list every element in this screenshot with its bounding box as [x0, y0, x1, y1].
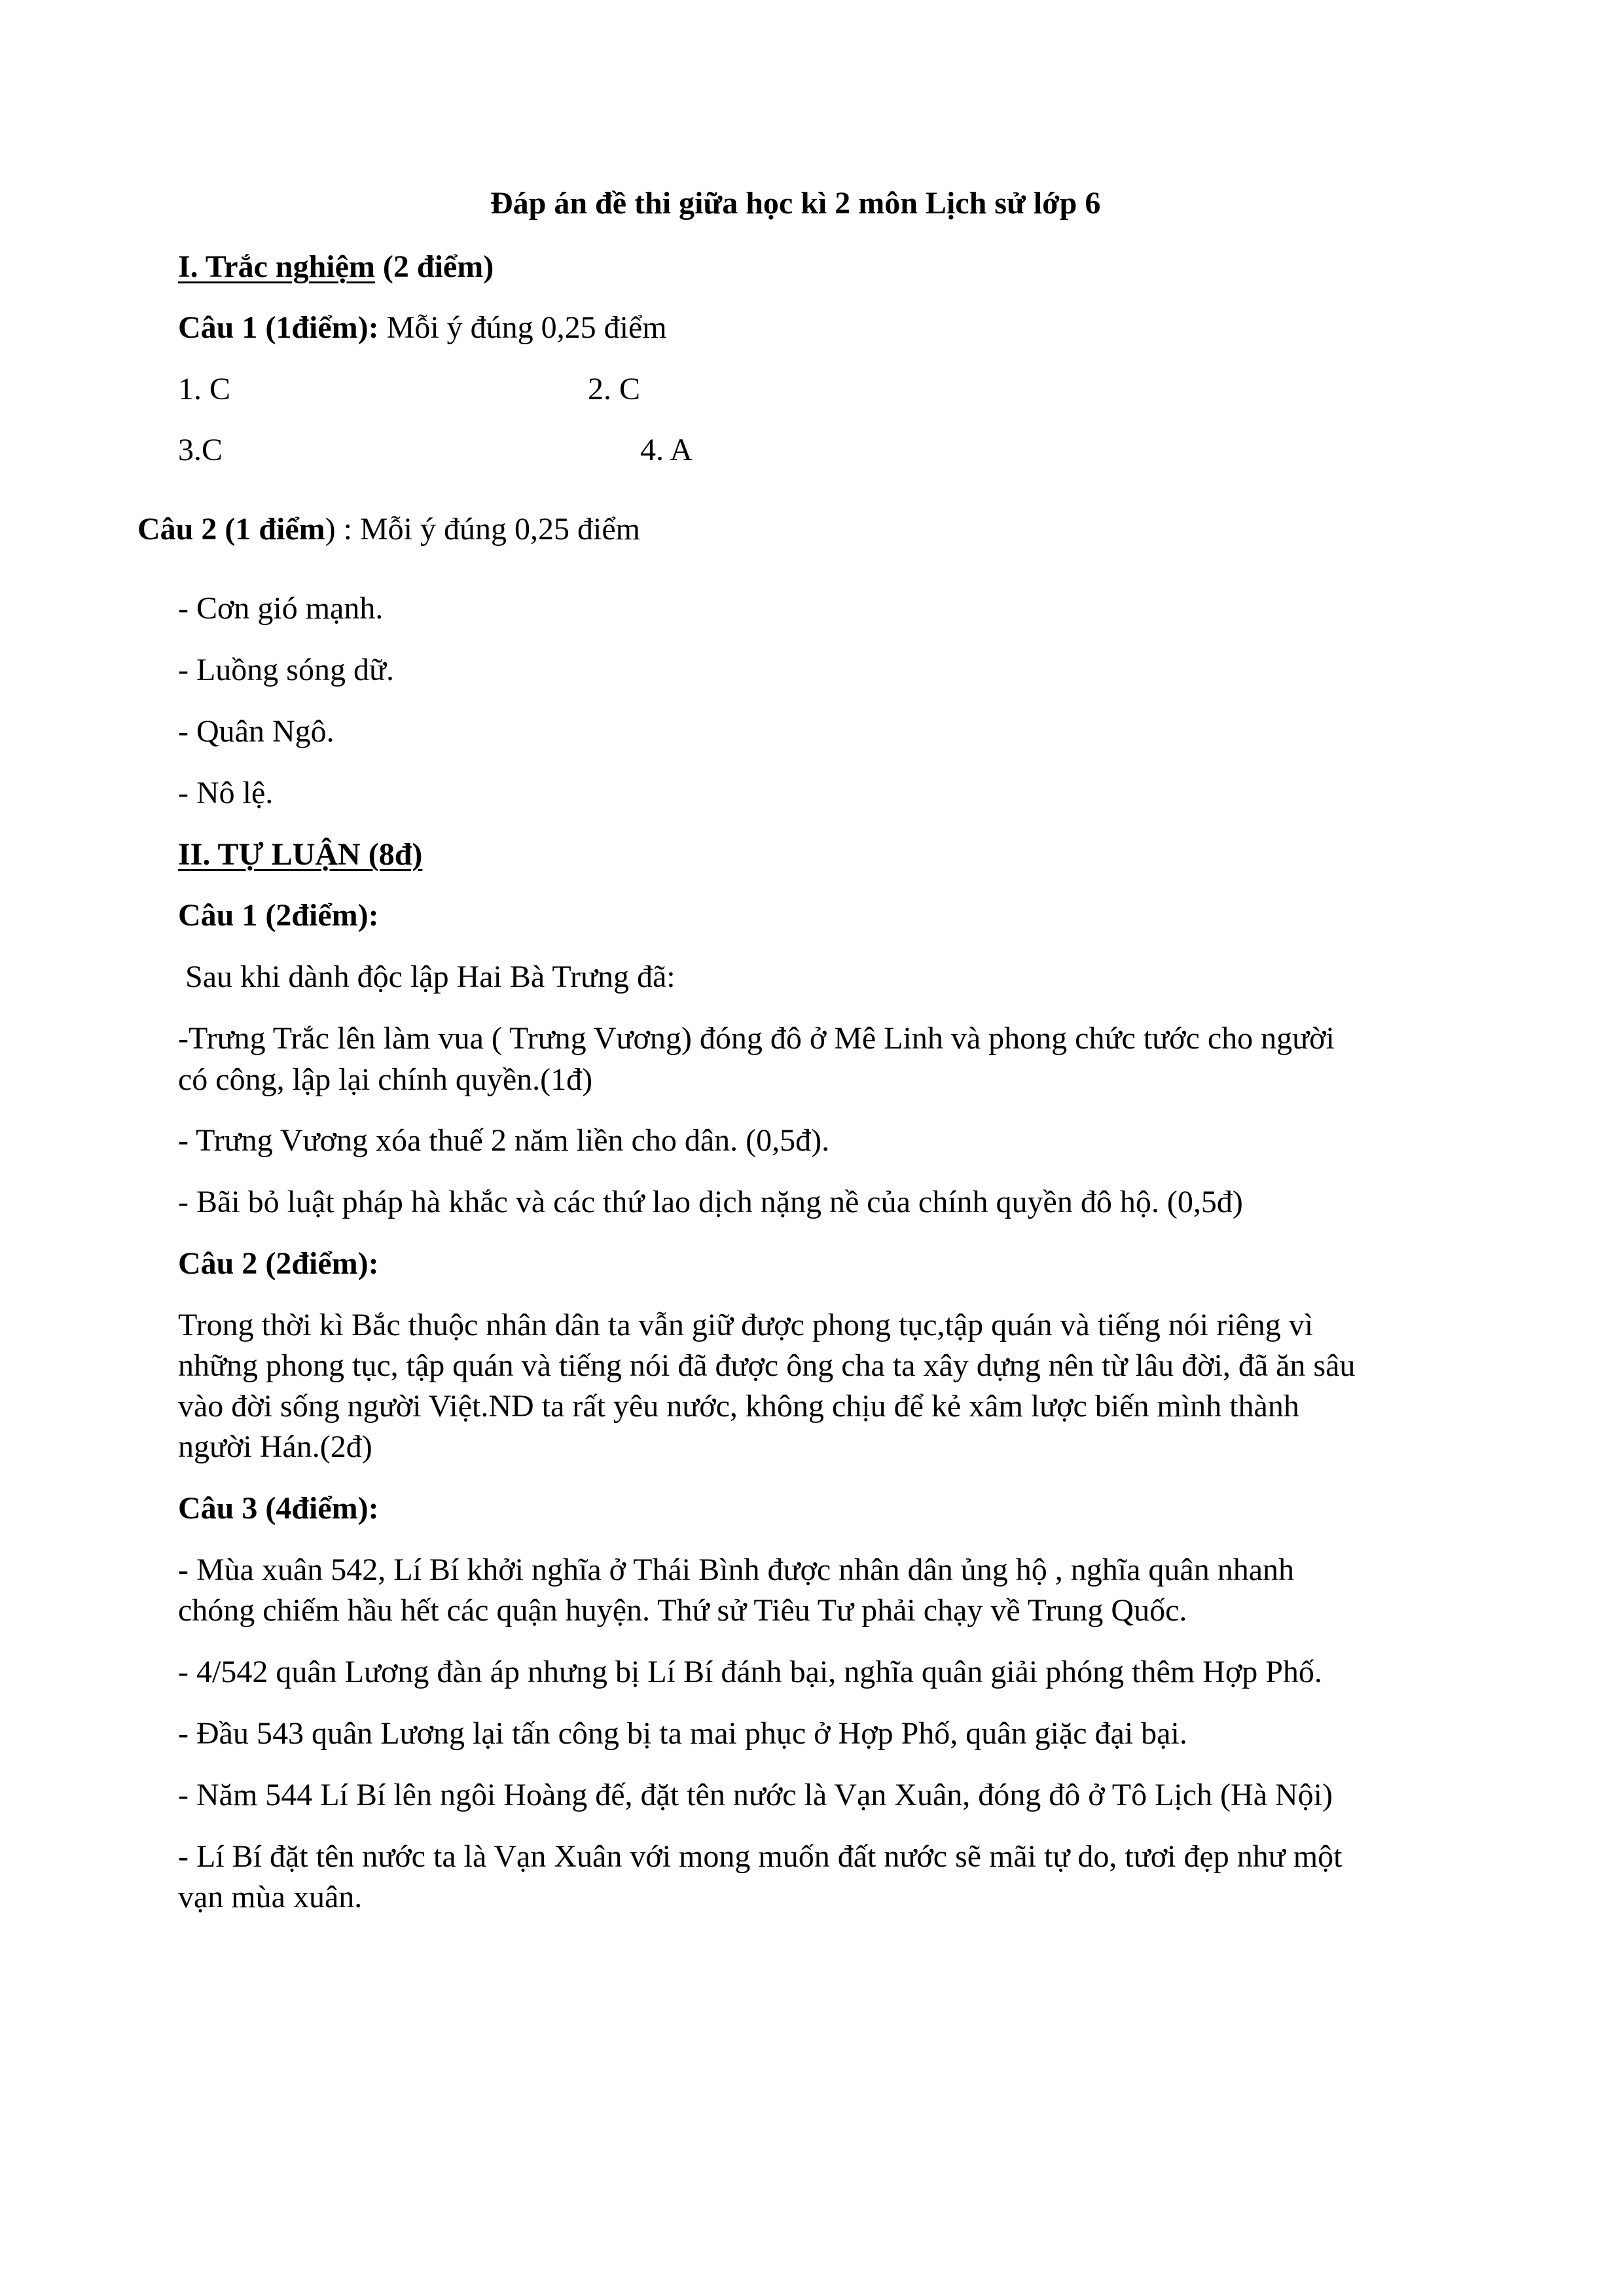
s1-q1-label: Câu 1 (1điểm): — [178, 310, 379, 345]
s2-q1-point-1-line-1: -Trưng Trắc lên làm vua ( Trưng Vương) đóng đô ở Mê Linh và phong chức tước cho người — [178, 1021, 1335, 1056]
s1-q1-answer-1: 1. C — [178, 372, 231, 406]
s1-q2-note: ) : Mỗi ý đúng 0,25 điểm — [325, 512, 640, 547]
s2-q3-point-1-text: Mùa xuân 542, Lí Bí khởi nghĩa ở Thái Bình được nhân dân ủng hộ , nghĩa quân nhanh — [188, 1552, 1295, 1587]
document-title: Đáp án đề thi giữa học kì 2 môn Lịch sử lớp 6 — [490, 186, 1101, 221]
section-1-heading — [178, 247, 494, 287]
s2-q2-line-3: vào đời sống người Việt.ND ta rất yêu nước, không chịu để kẻ xâm lược biến mình thành — [178, 1389, 1299, 1424]
s2-q2-label: Câu 2 (2điểm): — [178, 1246, 379, 1281]
s2-q1-point-3: - Bãi bỏ luật pháp hà khắc và các thứ lao dịch nặng nề của chính quyền đô hộ. (0,5đ) — [178, 1185, 1243, 1219]
s2-q3-point-5-line-2: vạn mùa xuân. — [178, 1880, 363, 1914]
section-1-heading-points: (2 điểm) — [374, 249, 494, 284]
s2-q3-point-1-line-1 — [178, 1550, 1294, 1590]
s2-q1-label: Câu 1 (2điểm): — [178, 898, 379, 933]
s1-q1-answer-3: 3.C — [178, 433, 223, 467]
s2-q2-line-1: Trong thời kì Bắc thuộc nhân dân ta vẫn giữ được phong tục,tập quán và tiếng nói riêng vì — [178, 1308, 1314, 1342]
s1-q2-item-3: - Quân Ngô. — [178, 714, 334, 749]
s1-q2-item-2: - Luồng sóng dữ. — [178, 653, 394, 687]
section-2-heading: II. TỰ LUẬN (8đ) — [178, 837, 423, 872]
s2-q3-point-2: - 4/542 quân Lương đàn áp nhưng bị Lí Bí đánh bại, nghĩa quân giải phóng thêm Hợp Phố. — [178, 1655, 1322, 1689]
s1-q2-item-4: - Nô lệ. — [178, 776, 274, 810]
s2-q1-point-1-line-2: có công, lập lại chính quyền.(1đ) — [178, 1062, 593, 1097]
s2-q3-point-3: - Đầu 543 quân Lương lại tấn công bị ta mai phục ở Hợp Phố, quân giặc đại bại. — [178, 1716, 1187, 1751]
s2-q1-intro: Sau khi dành độc lập Hai Bà Trưng đã: — [185, 960, 676, 994]
s1-q1-header — [178, 308, 667, 348]
s2-q3-label: Câu 3 (4điểm): — [178, 1491, 379, 1526]
s2-q3-point-1-dash: - — [178, 1552, 189, 1587]
section-1-heading-main: I. Trắc nghiệm — [178, 249, 375, 284]
s1-q2-item-1: - Cơn gió mạnh. — [178, 591, 384, 626]
s1-q1-answer-2: 2. C — [588, 372, 641, 406]
s1-q2-label: Câu 2 (1 điểm — [137, 512, 325, 547]
s2-q1-point-2: - Trưng Vương xóa thuế 2 năm liền cho dân. (0,5đ). — [178, 1123, 830, 1158]
s2-q3-point-1-line-2: chóng chiếm hầu hết các quận huyện. Thứ sử Tiêu Tư phải chạy về Trung Quốc. — [178, 1593, 1187, 1628]
s1-q1-answer-4: 4. A — [640, 433, 693, 467]
s2-q3-point-5-line-1: - Lí Bí đặt tên nước ta là Vạn Xuân với mong muốn đất nước sẽ mãi tự do, tươi đẹp như một — [178, 1839, 1343, 1874]
s2-q2-line-2: những phong tục, tập quán và tiếng nói đã được ông cha ta xây dựng nên từ lâu đời, đã ăn sâu — [178, 1348, 1356, 1383]
s2-q2-line-4: người Hán.(2đ) — [178, 1429, 372, 1464]
s1-q2-header — [137, 509, 640, 550]
s1-q1-note: Mỗi ý đúng 0,25 điểm — [378, 310, 667, 345]
s2-q3-point-4: - Năm 544 Lí Bí lên ngôi Hoàng đế, đặt tên nước là Vạn Xuân, đóng đô ở Tô Lịch (Hà Nội) — [178, 1778, 1333, 1812]
